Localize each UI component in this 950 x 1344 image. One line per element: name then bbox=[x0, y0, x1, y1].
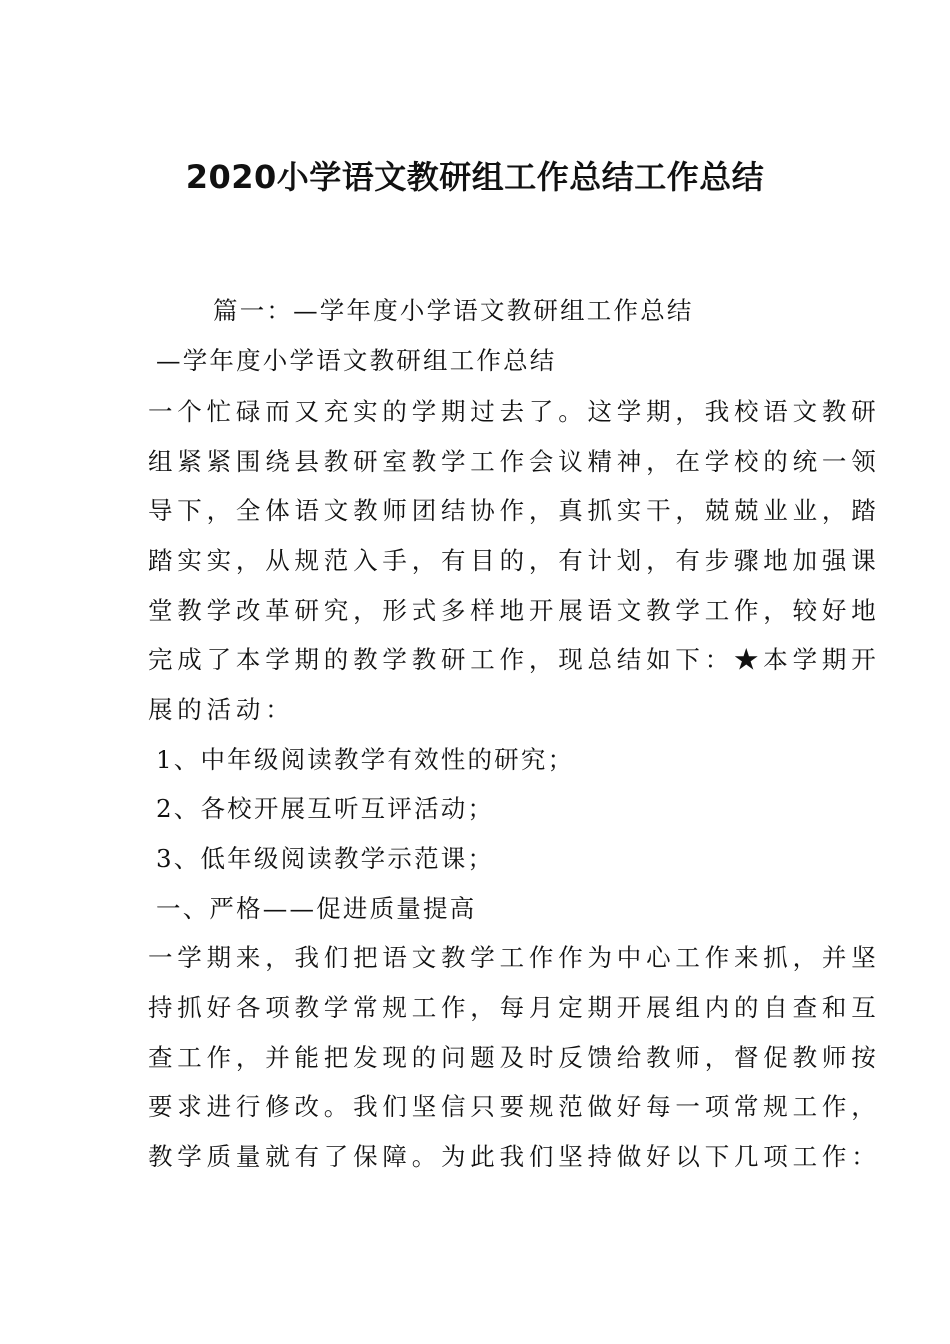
article-subtitle: 篇一：—学年度小学语文教研组工作总结 bbox=[213, 296, 694, 325]
section-paragraph-line: 教学质量就有了保障。为此我们坚持做好以下几项工作： bbox=[148, 1142, 881, 1171]
intro-paragraph-line: 组紧紧围绕县教研室教学工作会议精神，在学校的统一领 bbox=[148, 447, 881, 476]
activity-list-item: 2、各校开展互听互评活动； bbox=[156, 794, 495, 823]
intro-paragraph-line: 导下，全体语文教师团结协作，真抓实干，兢兢业业，踏 bbox=[148, 496, 881, 525]
activity-list-item: 3、低年级阅读教学示范课； bbox=[156, 844, 495, 873]
document-title: 2020小学语文教研组工作总结工作总结 bbox=[185, 158, 765, 196]
intro-paragraph-line: 一个忙碌而又充实的学期过去了。这学期，我校语文教研 bbox=[148, 397, 881, 426]
intro-paragraph-line: 踏实实，从规范入手，有目的，有计划，有步骤地加强课 bbox=[148, 546, 881, 575]
section-paragraph-line: 持抓好各项教学常规工作，每月定期开展组内的自查和互 bbox=[148, 993, 881, 1022]
intro-paragraph-line: 展的活动： bbox=[148, 695, 295, 724]
intro-paragraph-line: 完成了本学期的教学教研工作，现总结如下：★本学期开 bbox=[148, 645, 881, 674]
article-heading: —学年度小学语文教研组工作总结 bbox=[156, 346, 557, 375]
section-heading: 一、严格——促进质量提高 bbox=[156, 894, 477, 923]
section-paragraph-line: 查工作，并能把发现的问题及时反馈给教师，督促教师按 bbox=[148, 1043, 881, 1072]
activity-list-item: 1、中年级阅读教学有效性的研究； bbox=[156, 745, 575, 774]
section-paragraph-line: 一学期来，我们把语文教学工作作为中心工作来抓，并坚 bbox=[148, 943, 881, 972]
intro-paragraph-line: 堂教学改革研究，形式多样地开展语文教学工作，较好地 bbox=[148, 596, 881, 625]
section-paragraph-line: 要求进行修改。我们坚信只要规范做好每一项常规工作， bbox=[148, 1092, 881, 1121]
